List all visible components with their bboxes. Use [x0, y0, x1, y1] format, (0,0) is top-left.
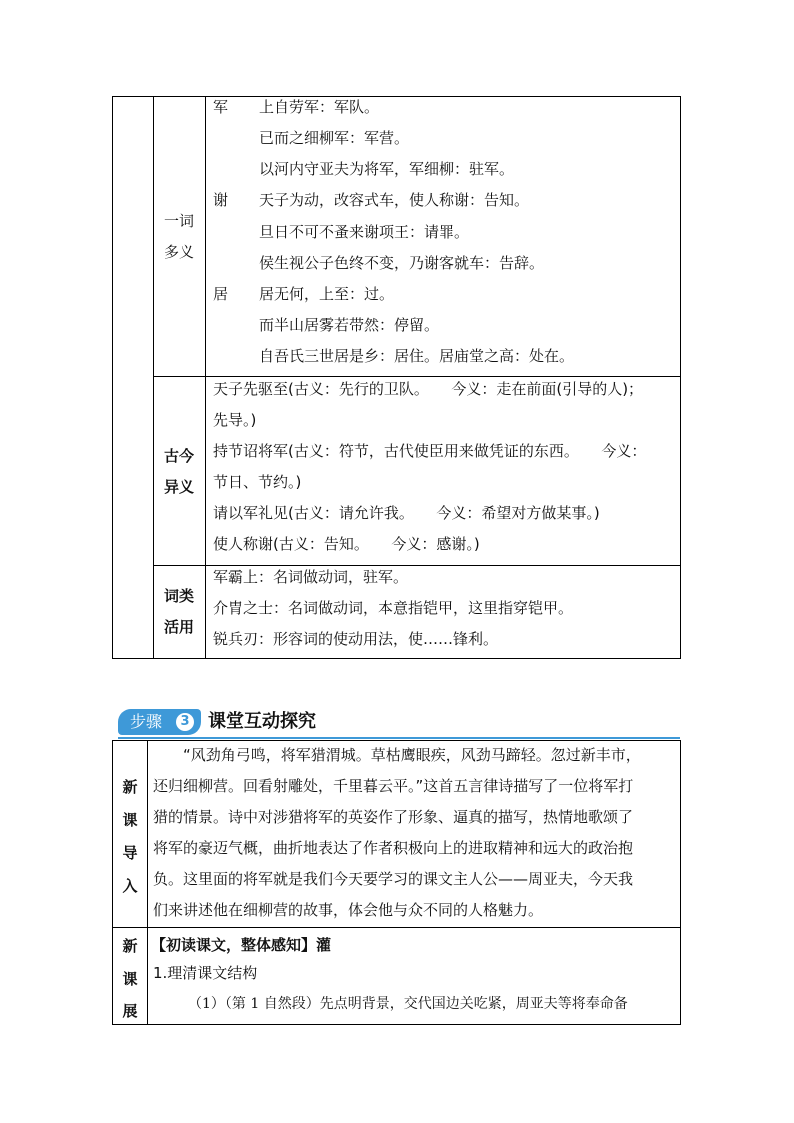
category-word-class-line2: 活用 [163, 618, 194, 636]
category-word-class-line1: 词类 [163, 587, 194, 605]
develop-side-char: 课 [122, 970, 138, 988]
category-ancient-modern-line1: 古今 [163, 447, 194, 465]
polysemy-line: 自吾氏三世居是乡：居住。居庙堂之高：处在。 [259, 347, 575, 365]
category-ancient-modern-line2: 异义 [163, 478, 194, 496]
polysemy-line: 天子为动，改容式车，使人称谢：告知。 [259, 191, 530, 209]
word-class-line: 军霸上：名词做动词，驻军。 [213, 568, 409, 586]
polysemy-line: 居无何，上至：过。 [259, 285, 395, 303]
step-title: 课堂互动探究 [208, 711, 316, 732]
intro-line: 猎的情景。诗中对涉猎将军的英姿作了形象、逼真的描写，热情地歌颂了 [153, 808, 634, 826]
step-label: 步骤 [130, 712, 163, 731]
step-underline [118, 737, 680, 739]
develop-side-char: 展 [122, 1002, 138, 1020]
intro-side-char: 课 [122, 811, 138, 829]
polysemy-line: 而半山居雾若带然：停留。 [259, 316, 440, 334]
intro-line: 们来讲述他在细柳营的故事，体会他与众不同的人格魅力。 [153, 901, 544, 919]
intro-side-char: 新 [122, 778, 138, 796]
ancient-modern-line: 先导。) [213, 411, 257, 429]
develop-subheading: 1.理清课文结构 [153, 964, 258, 982]
intro-side-char: 导 [122, 844, 138, 862]
develop-heading [151, 935, 331, 955]
develop-side-char: 新 [122, 937, 138, 955]
ancient-modern-line: 持节诏将军(古义：符节，古代使臣用来做凭证的东西。 今义： [213, 442, 647, 460]
ancient-modern-line: 节日、节约。) [213, 473, 302, 491]
intro-side-char: 入 [122, 877, 138, 895]
step-number: 3 [176, 713, 194, 731]
ancient-modern-line: 使人称谢(古义：告知。 今义：感谢。) [213, 535, 480, 553]
polysemy-line: 以河内守亚夫为将军，军细柳：驻军。 [259, 160, 515, 178]
intro-line: 还归细柳营。回看射雕处，千里暮云平。”这首五言律诗描写了一位将军打 [153, 777, 634, 795]
intro-line: “风劲角弓鸣，将军猎渭城。草枯鹰眼疾，风劲马蹄轻。忽过新丰市， [183, 746, 641, 764]
word-class-line: 介胄之士：名词做动词，本意指铠甲，这里指穿铠甲。 [213, 599, 574, 617]
word-class-line: 锐兵刃：形容词的使动用法，使……锋利。 [213, 630, 499, 648]
polysemy-line: 旦日不可不蚤来谢项王：请罪。 [259, 223, 470, 241]
intro-line: 将军的豪迈气概，曲折地表达了作者积极向上的进取精神和远大的政治抱 [153, 839, 634, 857]
polysemy-word: 军 [213, 98, 229, 116]
develop-item: （1）（第 1 自然段）先点明背景，交代国边关吃紧，周亚夫等将奉命备 [188, 996, 628, 1012]
category-polysemy-line2: 多义 [163, 243, 194, 261]
category-polysemy-line1: 一词 [163, 212, 194, 230]
step-badge [118, 709, 201, 735]
intro-line: 负。这里面的将军就是我们今天要学习的课文主人公——周亚夫，今天我 [153, 870, 634, 888]
develop-heading-tail: 灌 [316, 936, 332, 954]
polysemy-word: 谢 [213, 191, 229, 209]
develop-heading-text: 【初读课文，整体感知】 [151, 936, 317, 954]
polysemy-word: 居 [213, 285, 229, 303]
polysemy-line: 上自劳军：军队。 [259, 98, 380, 116]
ancient-modern-line: 天子先驱至(古义：先行的卫队。 今义：走在前面(引导的人)； [213, 380, 644, 398]
polysemy-line: 已而之细柳军：军营。 [259, 129, 410, 147]
polysemy-line: 侯生视公子色终不变，乃谢客就车：告辞。 [259, 254, 545, 272]
ancient-modern-line: 请以军礼见(古义：请允许我。 今义：希望对方做某事。) [213, 504, 600, 522]
